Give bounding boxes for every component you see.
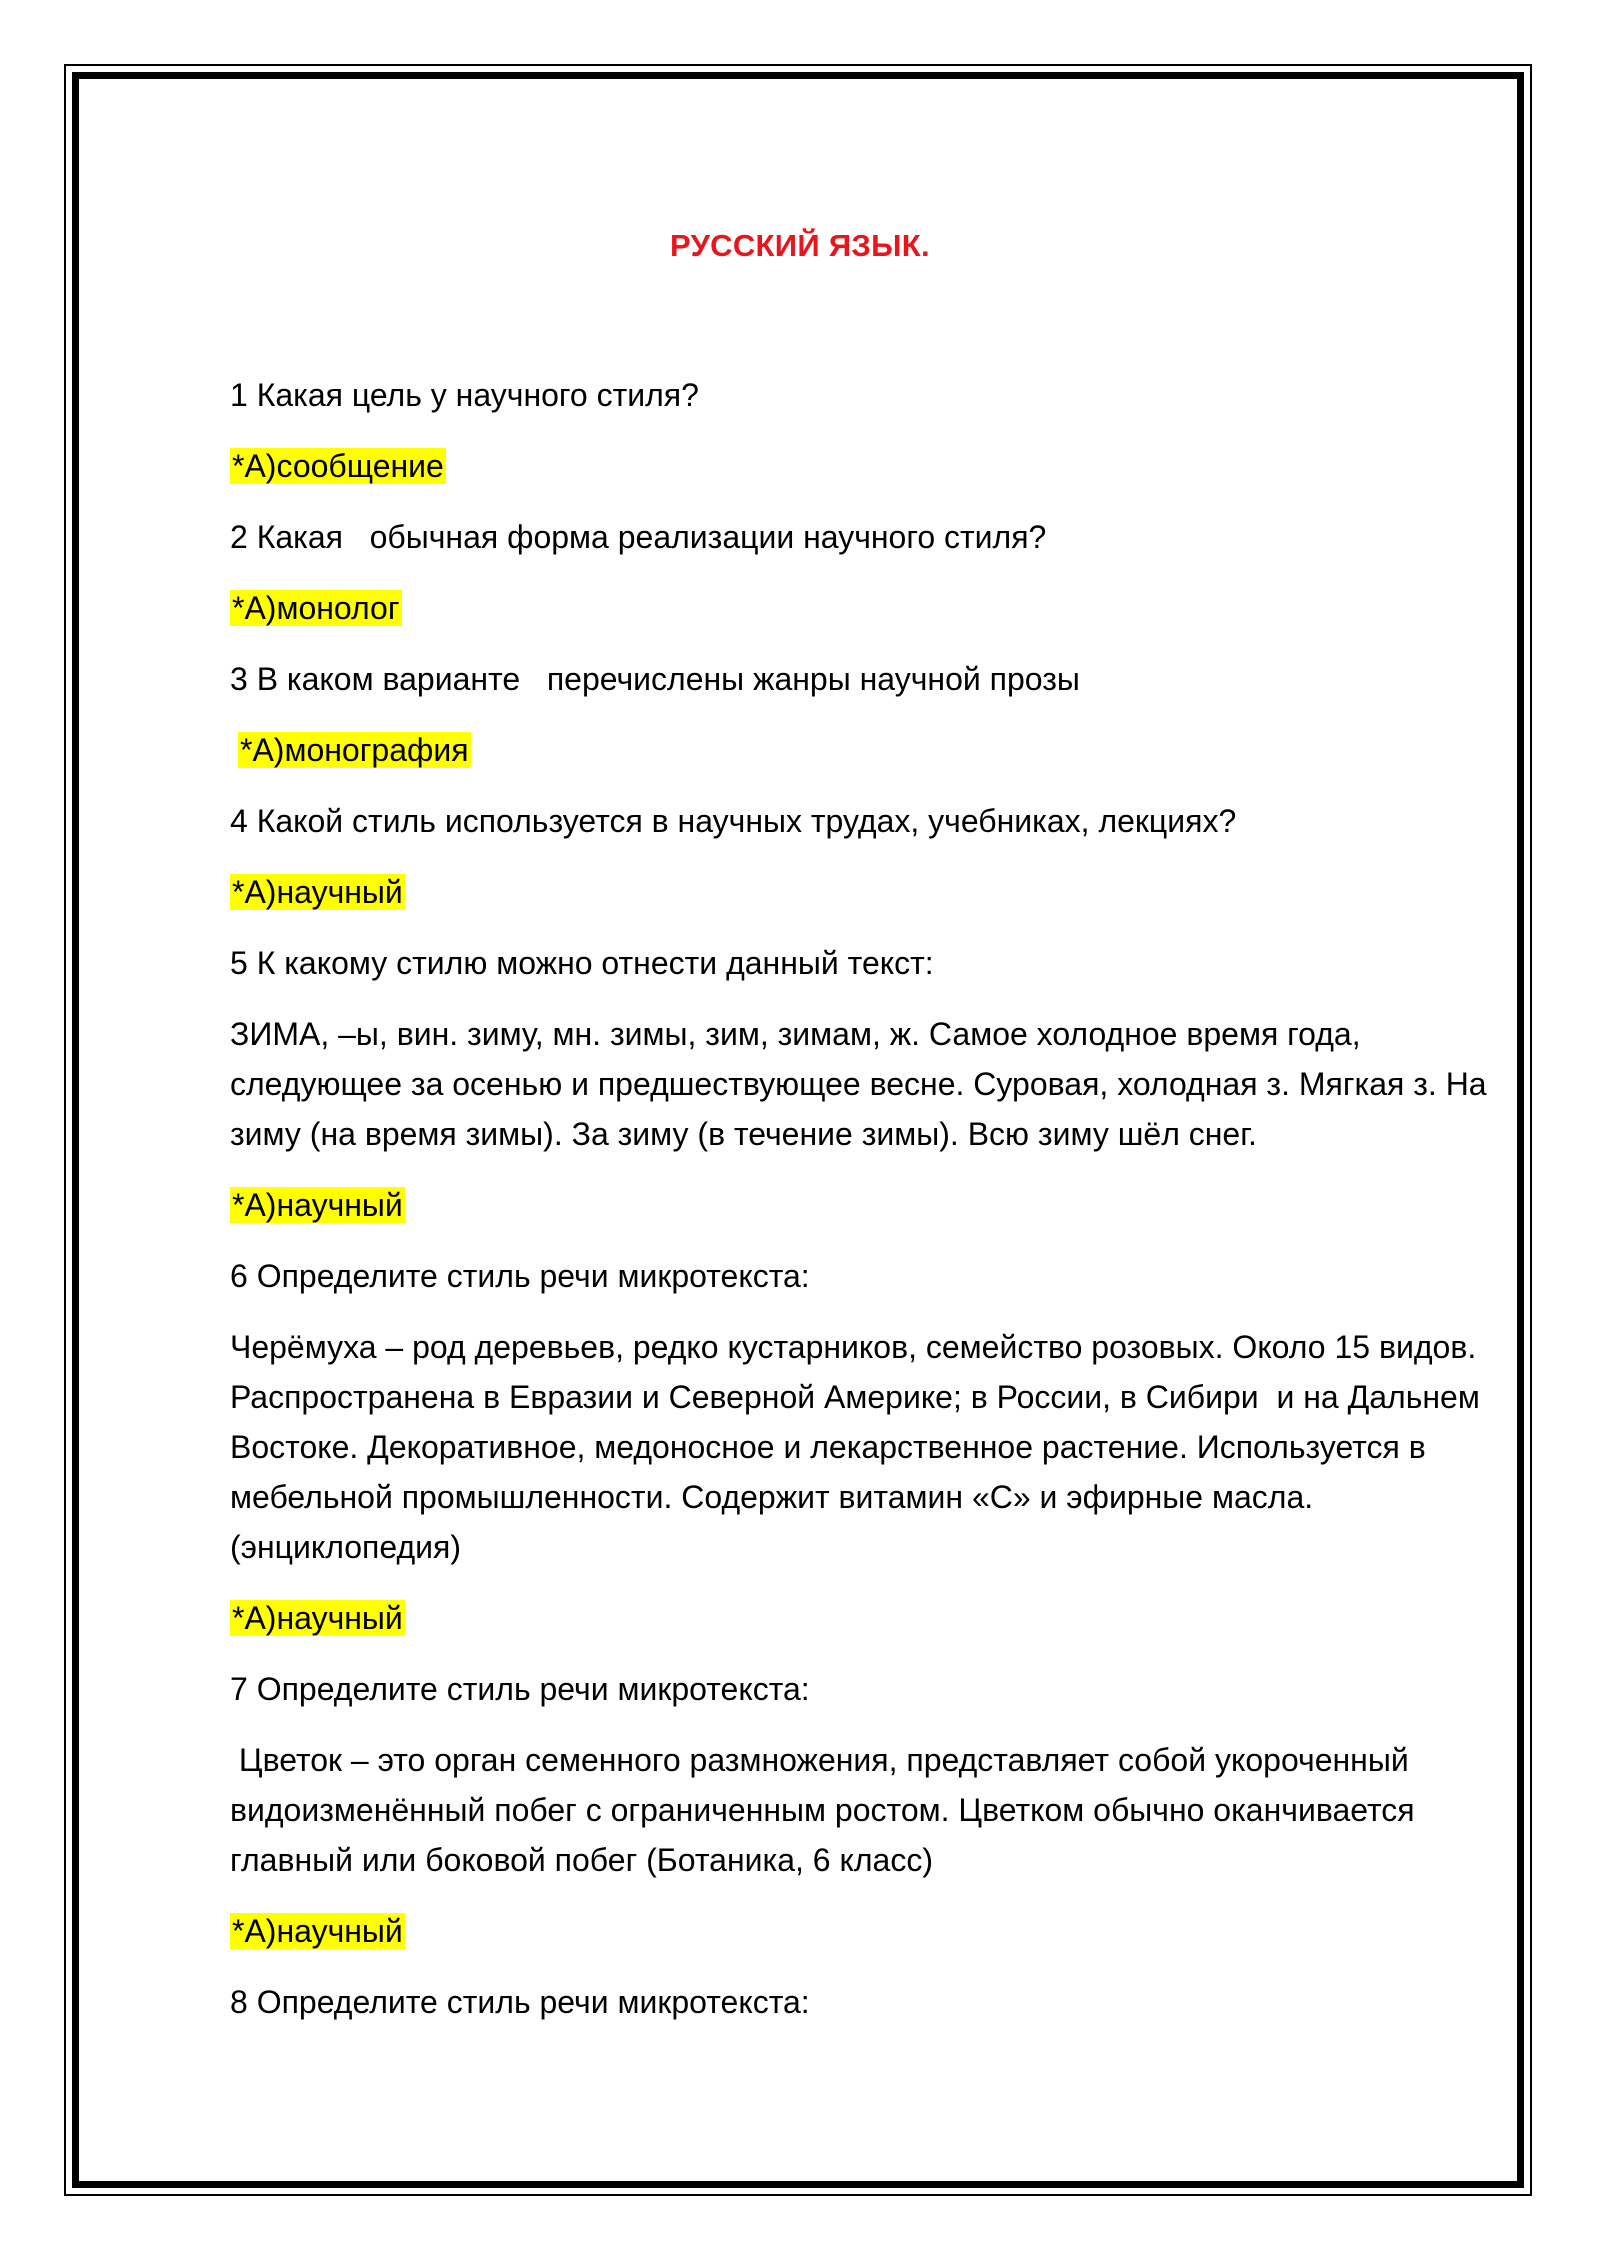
question-7-text: Цветок – это орган семенного размножения, представляет собой укороченный видоизменённый побег с ограниченным ростом. Цветком обычно оканчивается главный или боковой побег (Ботаника, 6 класс): [230, 1742, 1424, 1878]
question-4: 4 Какой стиль используется в научных трудах, учебниках, лекциях?: [230, 803, 1237, 839]
question-2: 2 Какая обычная форма реализации научного стиля?: [230, 519, 1047, 555]
page-title: РУССКИЙ ЯЗЫК.: [670, 228, 930, 263]
answer-highlight: *А)научный: [232, 1187, 403, 1223]
question-1: 1 Какая цель у научного стиля?: [230, 377, 699, 413]
answer-7: [230, 1906, 1500, 1956]
answer-highlight: *А)научный: [232, 1913, 403, 1949]
answer-highlight: *А)научный: [232, 1600, 403, 1636]
question-7: 7 Определите стиль речи микротекста:: [230, 1671, 810, 1707]
answer-6: [230, 1593, 1500, 1643]
answer-4: [230, 867, 1500, 917]
answer-3: [230, 725, 1500, 775]
answer-1: [230, 441, 1500, 491]
question-6: 6 Определите стиль речи микротекста:: [230, 1258, 810, 1294]
document-body: [230, 370, 1500, 2048]
question-6-text: Черёмуха – род деревьев, редко кустарников, семейство розовых. Около 15 видов. Распространена в Евразии и Северной Америке; в России, в Сибири и на Дальнем Востоке. Декоративное, медоносное и лекарственное растение. Используется в мебельной промышленности. Содержит витамин «С» и эфирные масла. (энциклопедия): [230, 1329, 1489, 1565]
answer-highlight: *А)научный: [232, 874, 403, 910]
answer-5: [230, 1180, 1500, 1230]
question-5-text: ЗИМА, –ы, вин. зиму, мн. зимы, зим, зимам, ж. Самое холодное время года, следующее за осенью и предшествующее весне. Суровая, холодная з. Мягкая з. На зиму (на время зимы). За зиму (в течение зимы). Всю зиму шёл снег.: [230, 1016, 1496, 1152]
answer-highlight: *А)сообщение: [232, 448, 444, 484]
question-8: 8 Определите стиль речи микротекста:: [230, 1984, 810, 2020]
answer-highlight: *А)монография: [240, 732, 469, 768]
question-5: 5 К какому стилю можно отнести данный текст:: [230, 945, 934, 981]
answer-2: [230, 583, 1500, 633]
question-3: 3 В каком варианте перечислены жанры научной прозы: [230, 661, 1080, 697]
answer-highlight: *А)монолог: [232, 590, 400, 626]
